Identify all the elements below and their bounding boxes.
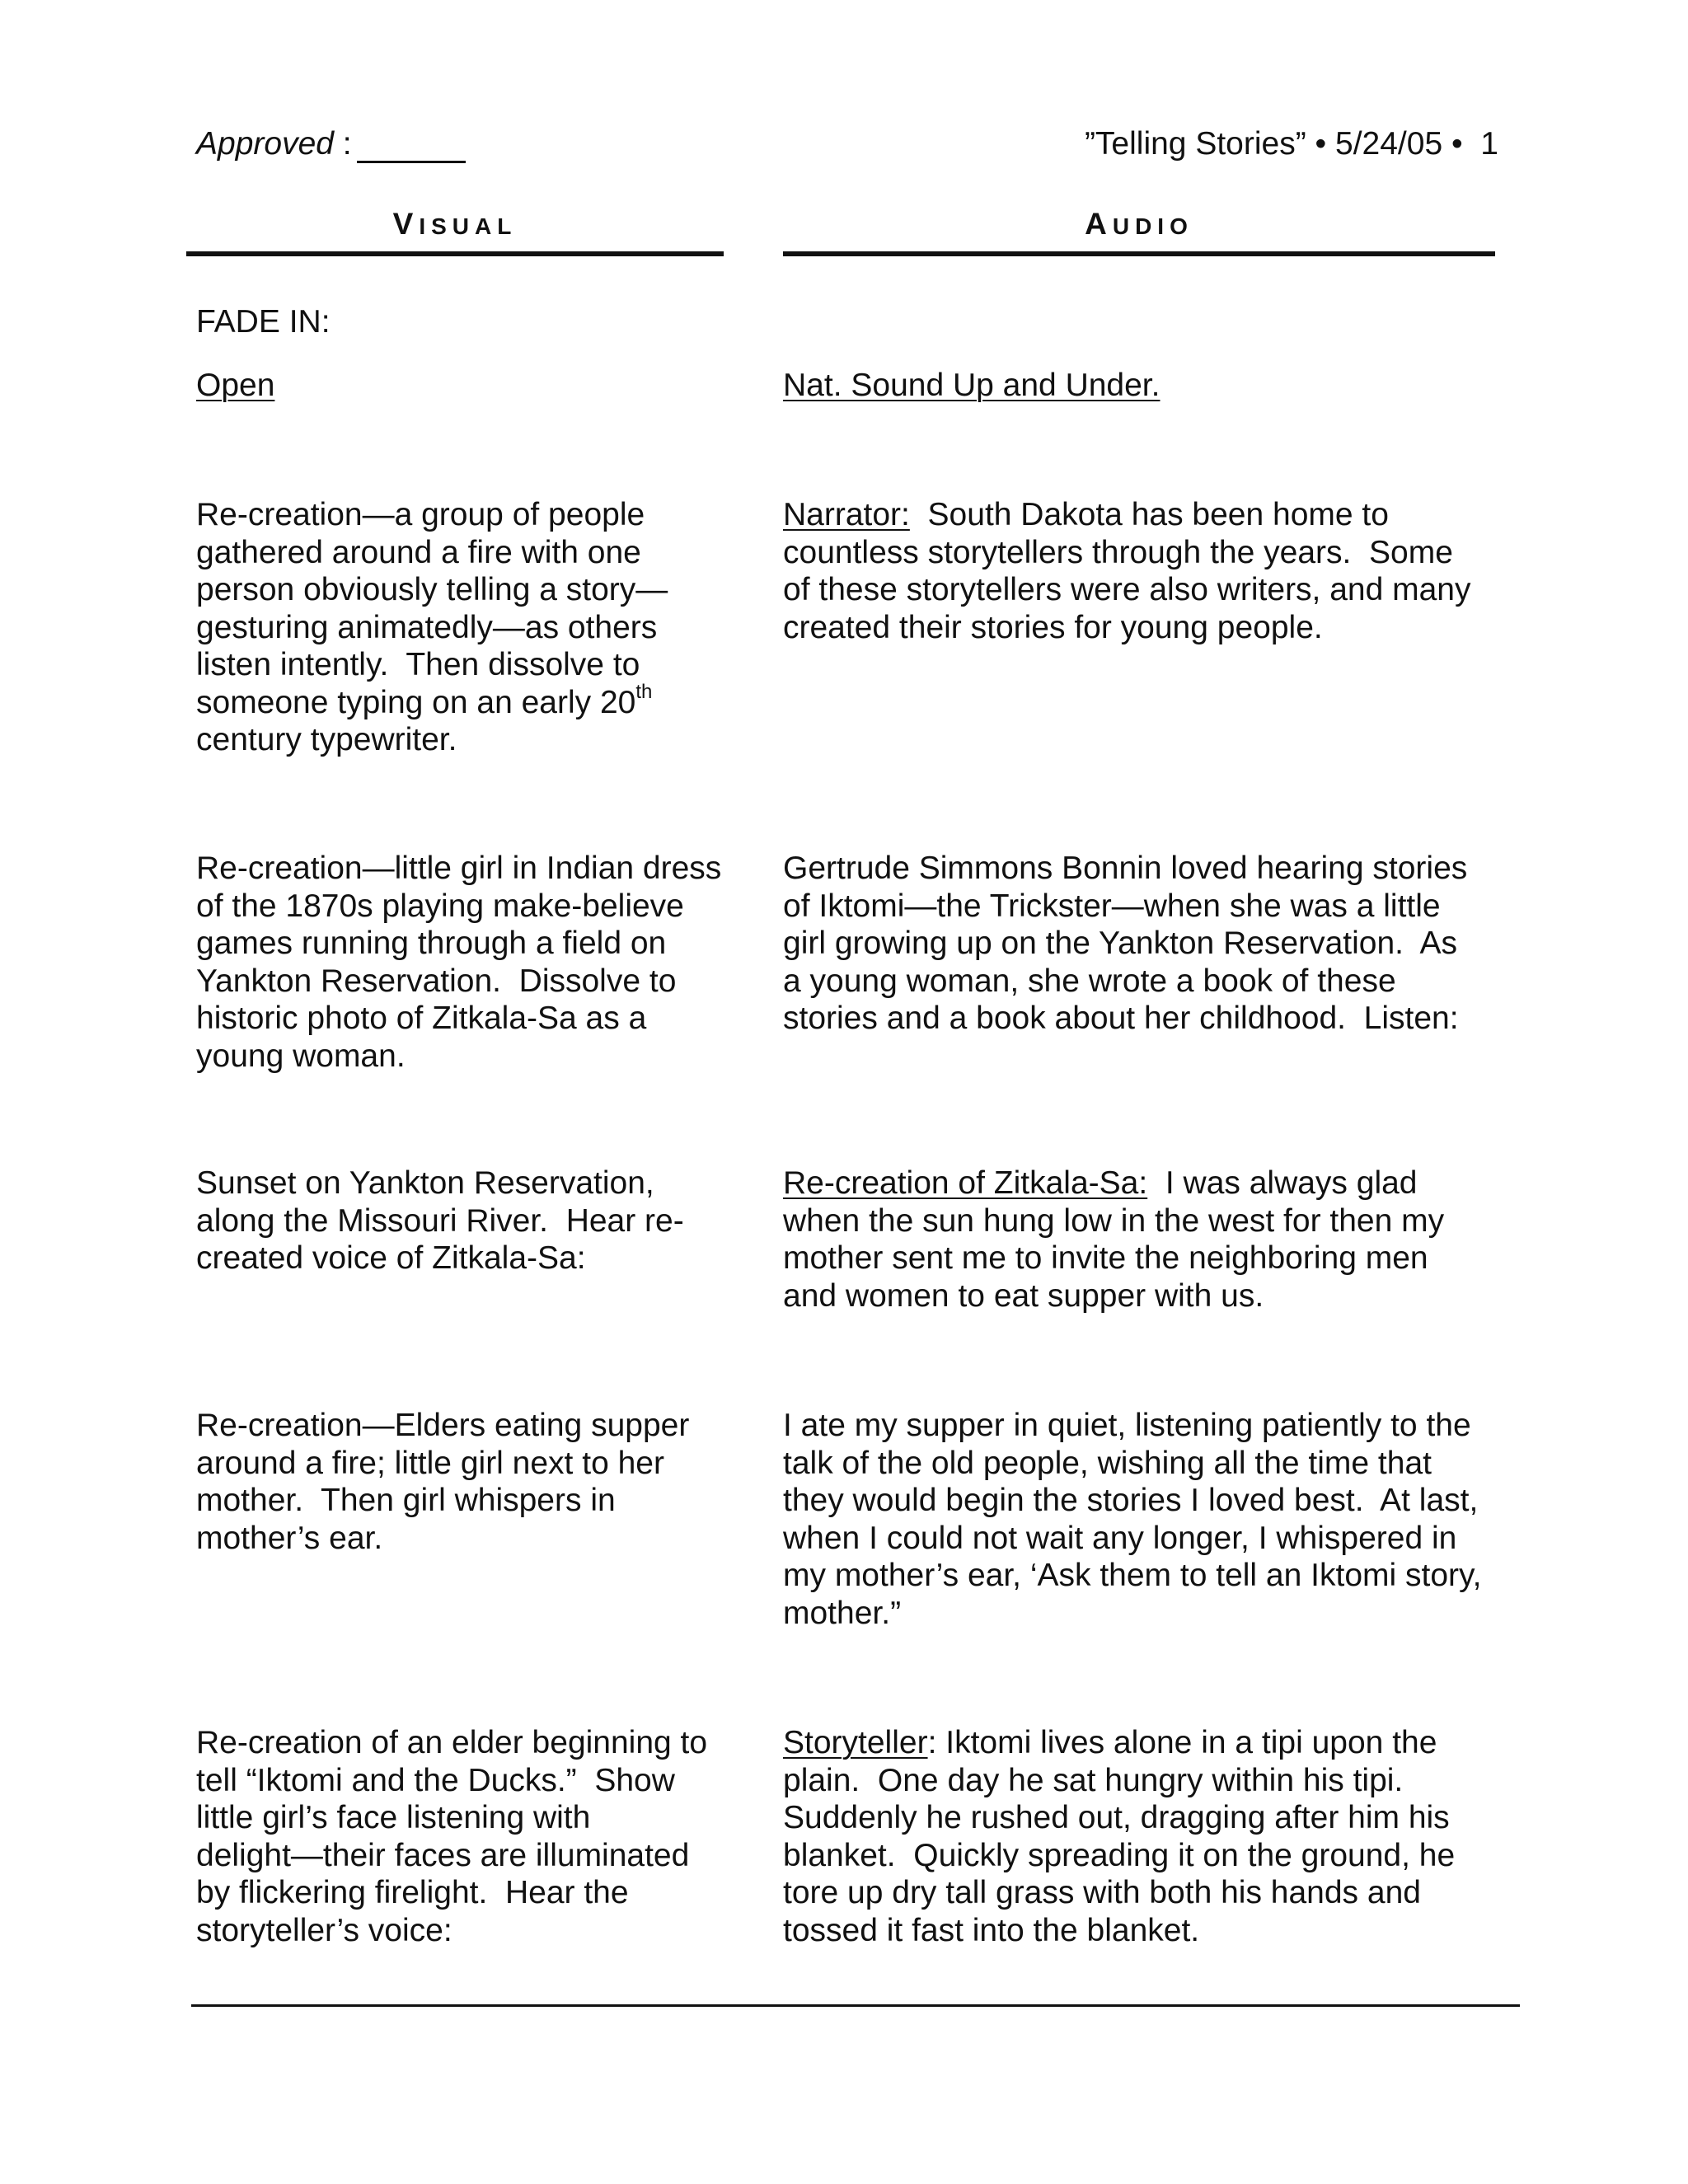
audio-heading-rule bbox=[783, 251, 1495, 256]
speaker-label-zitkala-sa: Re-creation of Zitkala-Sa: bbox=[783, 1165, 1148, 1201]
nat-sound-cue bbox=[783, 367, 1508, 405]
approved-label: Approved bbox=[196, 126, 334, 162]
visual-column-heading bbox=[186, 206, 724, 245]
audio-cell-3 bbox=[783, 1165, 1508, 1315]
approved-separator: : bbox=[333, 126, 352, 162]
audio-cell-2: Gertrude Simmons Bonnin loved hearing stories of Iktomi—the Trickster—when she was a little girl growing up on the Yankton Reservation. As a young woman, she wrote a book of these stories and a book about her childhood. Listen: bbox=[783, 851, 1468, 1036]
visual-cell-1 bbox=[196, 496, 740, 759]
visual-heading-rule bbox=[186, 251, 724, 256]
approval-blank bbox=[357, 131, 466, 163]
open-cue bbox=[196, 367, 740, 405]
fade-in-cue: FADE IN: bbox=[196, 304, 331, 340]
visual-text-1: Re-creation—a group of people gathered around a fire with one person obviously telling a story— gesturing animatedly—as others listen intently. Then dissolve to someone typing on an early 20 bbox=[196, 497, 668, 720]
audio-column-heading bbox=[783, 206, 1495, 245]
audio-cell-5 bbox=[783, 1724, 1508, 1949]
visual-heading-initial: V bbox=[392, 207, 420, 241]
nat-sound-label: Nat. Sound Up and Under. bbox=[783, 368, 1160, 403]
audio-heading-initial: A bbox=[1085, 207, 1113, 241]
approval-line bbox=[196, 125, 466, 163]
audio-heading-rest: UDIO bbox=[1112, 213, 1193, 239]
speaker-label-narrator: Narrator: bbox=[783, 497, 910, 532]
audio-text-1: South Dakota has been home to countless storytellers through the years. Some of these storytellers were also writers, and many created their stories for young people. bbox=[783, 497, 1471, 645]
footer-rule bbox=[191, 2004, 1520, 2007]
visual-cell-5: Re-creation of an elder beginning to tell “Iktomi and the Ducks.” Show little girl’s face listening with delight—their faces are illuminated by flickering firelight. Hear the storyteller’s voice: bbox=[196, 1725, 708, 1948]
visual-text-1-tail: century typewriter. bbox=[196, 722, 457, 757]
visual-cell-2: Re-creation—little girl in Indian dress of the 1870s playing make-believe games running through a field on Yankton Reservation. Dissolve to historic photo of Zitkala-Sa as a young woman. bbox=[196, 851, 722, 1074]
visual-cell-3: Sunset on Yankton Reservation, along the Missouri River. Hear re- created voice of Zitkala-Sa: bbox=[196, 1165, 684, 1276]
audio-text-5: : Iktomi lives alone in a tipi upon the plain. One day he sat hungry within his tipi. Suddenly he rushed out, dragging after him his blanket. Quickly spreading it on the ground, he tore up dry tall grass with both his hands and tossed it fast into the blanket. bbox=[783, 1725, 1456, 1948]
ordinal-suffix: th bbox=[635, 680, 653, 703]
open-label: Open bbox=[196, 368, 275, 403]
audio-cell-1 bbox=[783, 496, 1508, 646]
header-title-info: ”Telling Stories” • 5/24/05 • 1 bbox=[1084, 126, 1498, 162]
speaker-label-storyteller: Storyteller bbox=[783, 1725, 928, 1760]
audio-cell-4: I ate my supper in quiet, listening patiently to the talk of the old people, wishing all the time that they would begin the stories I loved best. At last, when I could not wait any longer, I whispered in my mother’s ear, ‘Ask them to tell an Iktomi story, mother.” bbox=[783, 1408, 1482, 1631]
visual-heading-rest: ISUAL bbox=[419, 213, 518, 239]
visual-cell-4: Re-creation—Elders eating supper around a fire; little girl next to her mother. Then girl whispers in mother’s ear. bbox=[196, 1408, 690, 1556]
audio-text-3: I was always glad when the sun hung low in the west for then my mother sent me to invite the neighboring men and women to eat supper with us. bbox=[783, 1165, 1445, 1314]
